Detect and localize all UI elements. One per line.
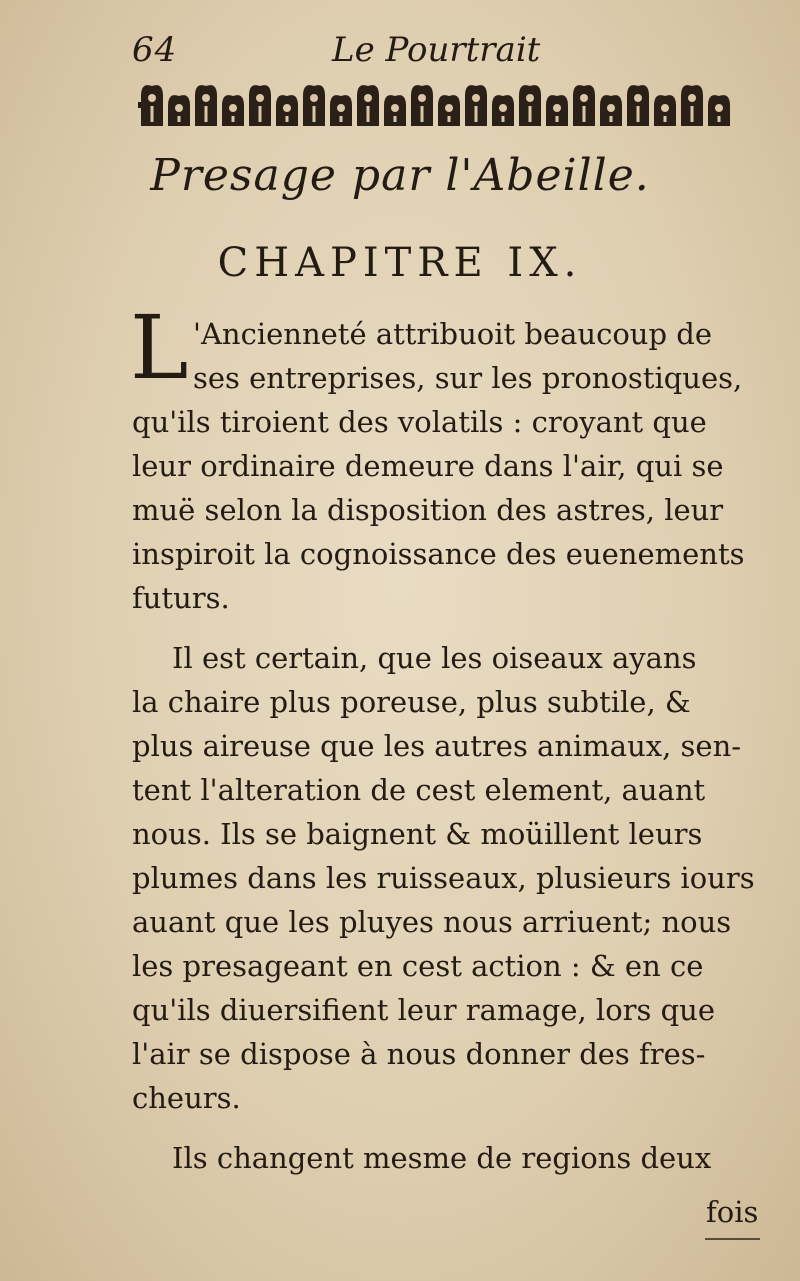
text-line: les presageant en cest action : & en ce	[132, 949, 704, 983]
page-number: 64	[132, 30, 178, 70]
text-line: Ils changent mesme de regions deux	[172, 1141, 712, 1175]
text-line: nous. Ils se baignent & moüillent leurs	[132, 817, 703, 851]
text-line: leur ordinaire demeure dans l'air, qui se	[132, 449, 724, 483]
catchword: fois	[706, 1195, 759, 1229]
chapter-heading: CHAPITRE IX.	[217, 240, 583, 286]
drop-cap: L	[130, 296, 189, 399]
text-line: ses entreprises, sur les pronostiques,	[193, 361, 743, 395]
fleuron-band-icon	[138, 78, 758, 130]
text-line: la chaire plus poreuse, plus subtile, &	[132, 685, 691, 719]
text-line: qu'ils diuersifient leur ramage, lors que	[132, 993, 716, 1027]
text-line: Il est certain, que les oiseaux ayans	[172, 641, 697, 675]
section-title: Presage par l'Abeille.	[150, 150, 650, 201]
text-line: l'air se dispose à nous donner des fres-	[132, 1037, 706, 1071]
text-line: plus aireuse que les autres animaux, sen-	[132, 729, 742, 763]
text-line: auant que les pluyes nous arriuent; nous	[132, 905, 732, 939]
text-line: cheurs.	[132, 1081, 241, 1115]
text-line: futurs.	[132, 581, 230, 615]
text-line: plumes dans les ruisseaux, plusieurs iours	[132, 861, 755, 895]
catchword-rule	[705, 1238, 760, 1240]
text-line: inspiroit la cognoissance des euenements	[132, 537, 745, 571]
text-line: tent l'alteration de cest element, auant	[132, 773, 706, 807]
text-line: 'Ancienneté attribuoit beaucoup de	[193, 317, 712, 351]
text-line: qu'ils tiroient des volatils : croyant que	[132, 405, 707, 439]
text-line: muë selon la disposition des astres, leur	[132, 493, 724, 527]
running-title: Le Pourtrait	[332, 30, 541, 70]
